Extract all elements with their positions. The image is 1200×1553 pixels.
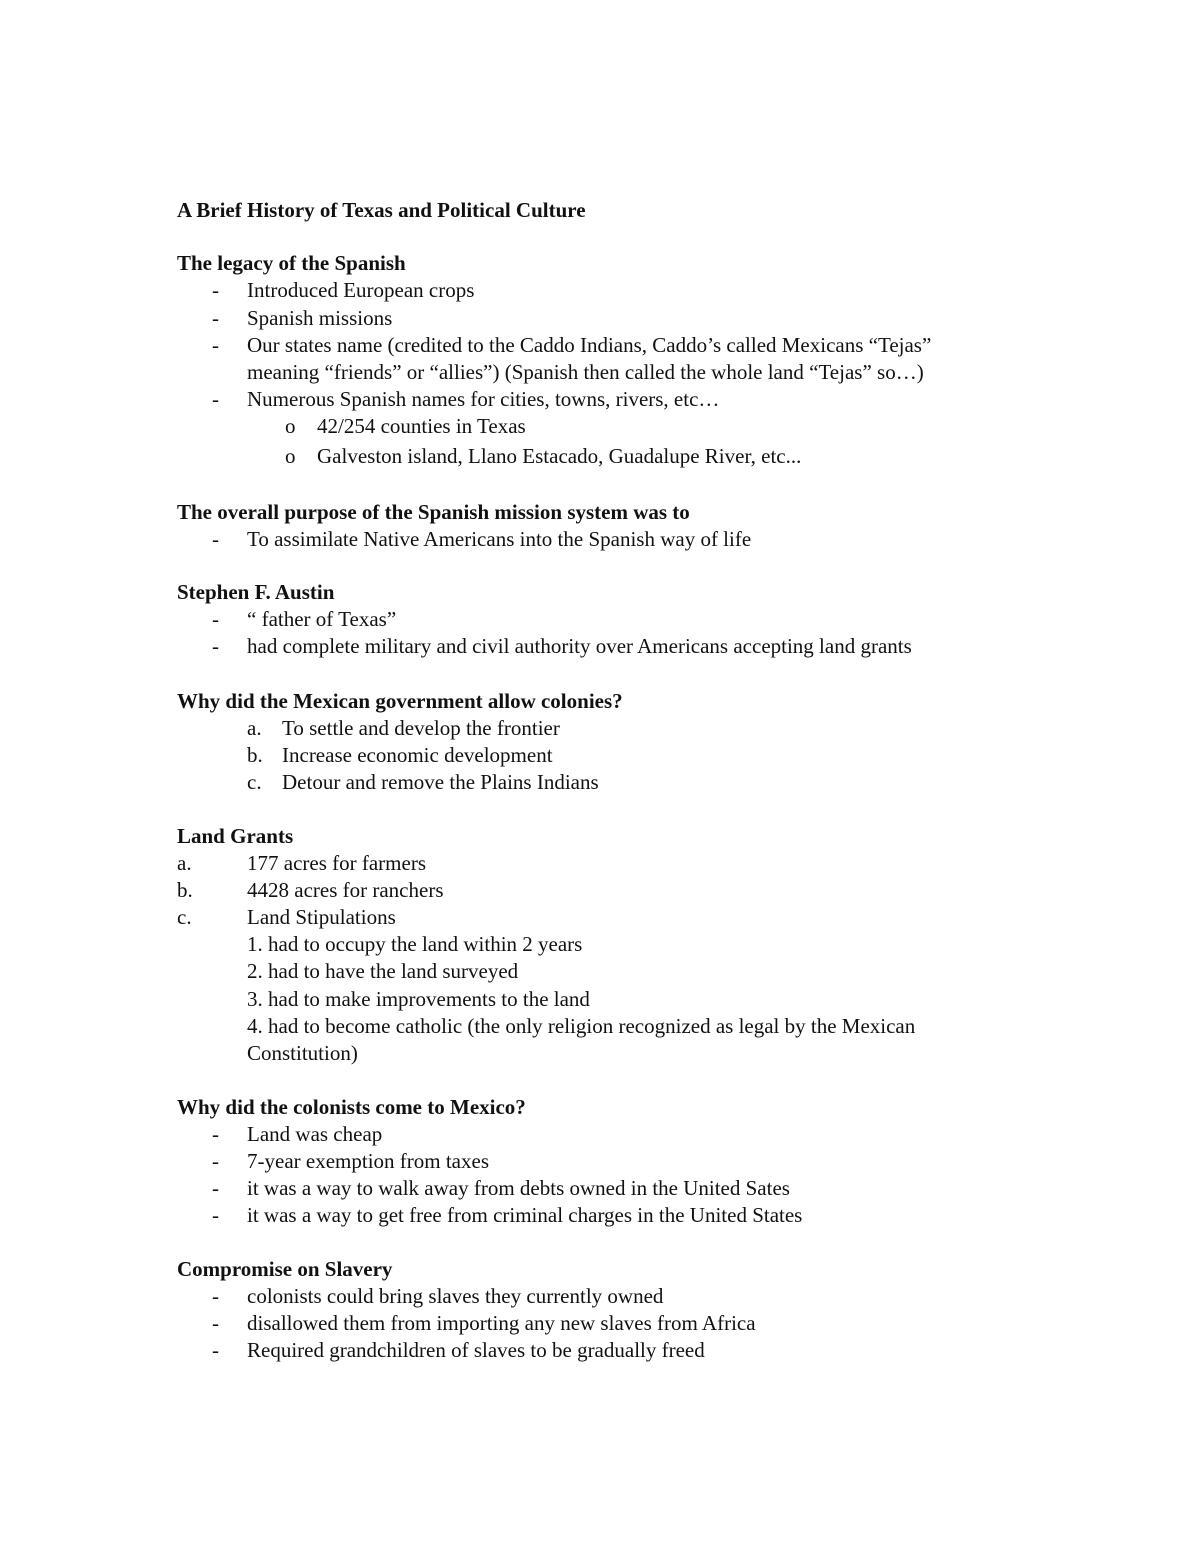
- list-item: colonists could bring slaves they currently owned: [247, 1284, 664, 1308]
- list-item: Land was cheap: [247, 1122, 383, 1146]
- list-item-continuation: meaning “friends” or “allies”) (Spanish then called the whole land “Tejas” so…): [247, 360, 924, 384]
- list-marker: b.: [247, 743, 263, 767]
- sub-bullet-marker: o: [285, 414, 296, 438]
- list-item: it was a way to walk away from debts owned in the United Sates: [247, 1176, 790, 1200]
- document-title: A Brief History of Texas and Political Culture: [177, 198, 586, 222]
- bullet-marker: -: [212, 333, 219, 357]
- list-marker: c.: [247, 770, 262, 794]
- list-item: Increase economic development: [282, 743, 553, 767]
- bullet-marker: -: [212, 1176, 219, 1200]
- sub-list-item: 4. had to become catholic (the only religion recognized as legal by the Mexican: [247, 1014, 916, 1038]
- section-heading: The legacy of the Spanish: [177, 251, 406, 275]
- list-item: Our states name (credited to the Caddo Indians, Caddo’s called Mexicans “Tejas”: [247, 333, 932, 357]
- section-heading: Compromise on Slavery: [177, 1257, 393, 1281]
- list-item: 4428 acres for ranchers: [247, 878, 444, 902]
- bullet-marker: -: [212, 607, 219, 631]
- list-item: Spanish missions: [247, 306, 393, 330]
- list-marker: b.: [177, 878, 193, 902]
- list-marker: c.: [177, 905, 192, 929]
- sub-list-item: 1. had to occupy the land within 2 years: [247, 932, 583, 956]
- bullet-marker: -: [212, 1311, 219, 1335]
- section-heading: The overall purpose of the Spanish mission system was to: [177, 500, 690, 524]
- bullet-marker: -: [212, 1149, 219, 1173]
- list-item: To settle and develop the frontier: [282, 716, 560, 740]
- list-item: disallowed them from importing any new slaves from Africa: [247, 1311, 756, 1335]
- bullet-marker: -: [212, 1203, 219, 1227]
- bullet-marker: -: [212, 527, 219, 551]
- sub-list-item-continuation: Constitution): [247, 1041, 358, 1065]
- list-item: Detour and remove the Plains Indians: [282, 770, 599, 794]
- list-item: had complete military and civil authority over Americans accepting land grants: [247, 634, 912, 658]
- list-item: 7-year exemption from taxes: [247, 1149, 489, 1173]
- list-item: Introduced European crops: [247, 278, 475, 302]
- section-heading: Land Grants: [177, 824, 294, 848]
- bullet-marker: -: [212, 1338, 219, 1362]
- list-item: Land Stipulations: [247, 905, 396, 929]
- sub-bullet-marker: o: [285, 444, 296, 468]
- list-item: Required grandchildren of slaves to be gradually freed: [247, 1338, 705, 1362]
- list-marker: a.: [247, 716, 262, 740]
- section-heading: Why did the Mexican government allow colonies?: [177, 689, 623, 713]
- bullet-marker: -: [212, 387, 219, 411]
- bullet-marker: -: [212, 306, 219, 330]
- list-item: it was a way to get free from criminal charges in the United States: [247, 1203, 803, 1227]
- bullet-marker: -: [212, 278, 219, 302]
- list-item: 177 acres for farmers: [247, 851, 426, 875]
- sub-list-item: 2. had to have the land surveyed: [247, 959, 519, 983]
- sub-list-item: 42/254 counties in Texas: [317, 414, 526, 438]
- bullet-marker: -: [212, 1122, 219, 1146]
- list-item: Numerous Spanish names for cities, towns, rivers, etc…: [247, 387, 720, 411]
- list-item: “ father of Texas”: [247, 607, 397, 631]
- list-marker: a.: [177, 851, 192, 875]
- list-item: To assimilate Native Americans into the Spanish way of life: [247, 527, 752, 551]
- bullet-marker: -: [212, 1284, 219, 1308]
- section-heading: Stephen F. Austin: [177, 580, 335, 604]
- bullet-marker: -: [212, 634, 219, 658]
- sub-list-item: 3. had to make improvements to the land: [247, 987, 590, 1011]
- sub-list-item: Galveston island, Llano Estacado, Guadalupe River, etc...: [317, 444, 802, 468]
- section-heading: Why did the colonists come to Mexico?: [177, 1095, 526, 1119]
